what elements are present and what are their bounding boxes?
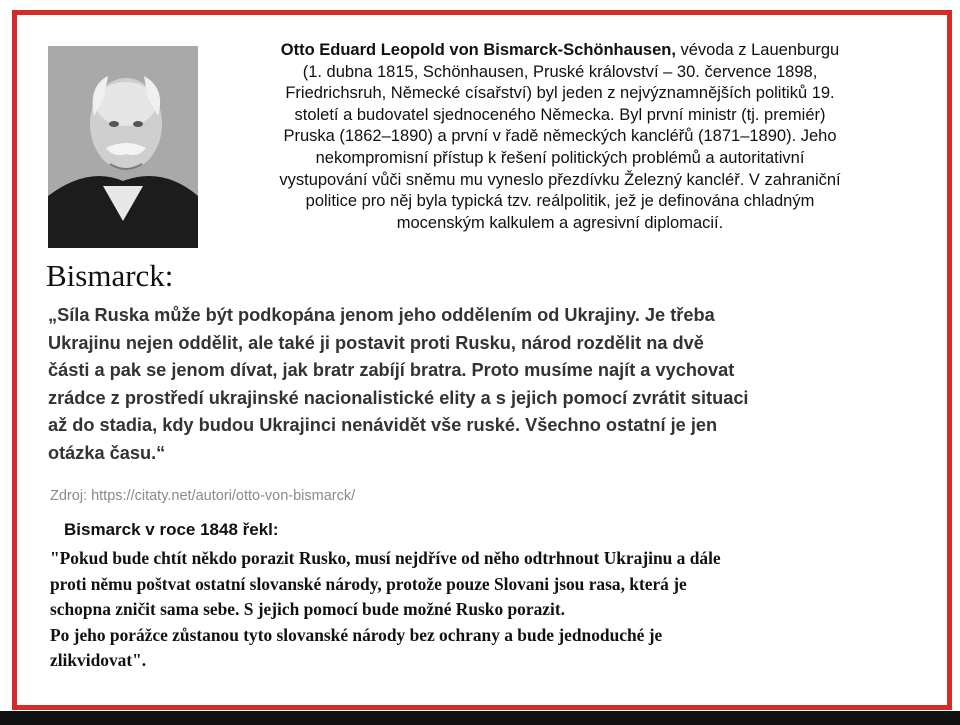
subheading-1848: Bismarck v roce 1848 řekl: (64, 520, 279, 539)
quote1-line-2: Ukrajinu nejen oddělit, ale také ji postavit proti Rusku, národ rozdělit na dvě (48, 332, 704, 353)
quote2-line-1: "Pokud bude chtít někdo porazit Rusko, musí nejdříve od něho odtrhnout Ukrajinu a dále (50, 548, 721, 568)
bio-line-9: mocenským kalkulem a agresivní diplomacií. (396, 213, 724, 232)
bio-line-7: vystupování vůči sněmu mu vyneslo přezdívku Železný kancléř. V zahraniční (279, 170, 841, 189)
bio-line-5: Pruska (1862–1890) a první v řadě německých kancléřů (1871–1890). Jeho (283, 127, 837, 146)
quote1-line-4: zrádce z prostředí ukrajinské nacionalistické elity a s jejich pomocí zvrátit situaci (48, 387, 749, 408)
quote-1848 (50, 546, 935, 674)
quote2-line-5: zlikvidovat". (50, 650, 147, 670)
bismarck-heading: Bismarck: (46, 258, 174, 293)
quote2-line-2: proti němu poštvat ostatní slovanské národy, protože pouze Slovani jsou rasa, která je (50, 573, 687, 594)
quote1-line-6: otázka času.“ (48, 442, 166, 463)
source-link: Zdroj: https://citaty.net/autori/otto-von-bismarck/ (50, 488, 356, 504)
bottom-dark-bar (0, 711, 960, 725)
quote1-line-5: až do stadia, kdy budou Ukrajinci nenávidět vše ruské. Všechno ostatní je jen (48, 415, 718, 435)
bio-line-2: (1. dubna 1815, Schönhausen, Pruské království – 30. července 1898, (302, 62, 818, 81)
portrait-image (48, 46, 198, 248)
bio-line-1: vévoda z Lauenburgu (675, 41, 840, 59)
bio-line-3: Friedrichsruh, Německé císařství) byl jeden z nejvýznamnějších politiků 19. (285, 84, 835, 103)
quote2-line-4: Po jeho porážce zůstanou tyto slovanské národy bez ochrany a bude jednoduché je (50, 624, 663, 645)
bio-name: Otto Eduard Leopold von Bismarck-Schönhausen, (280, 41, 676, 59)
quote2-line-3: schopna zničit sama sebe. S jejich pomocí bude možné Rusko porazit. (50, 599, 565, 619)
bismarck-portrait (48, 46, 198, 248)
quote1-line-3: části a pak se jenom dívat, jak bratr zabíjí bratra. Proto musíme najít a vychovat (48, 360, 735, 380)
quote1-line-1: „Síla Ruska může být podkopána jenom jeho oddělením od Ukrajiny. Je třeba (48, 305, 715, 325)
biography-text (200, 40, 920, 234)
quote-ukraine (48, 302, 928, 467)
bio-line-8: politice pro něj byla typická tzv. reálpolitik, jež je definována chladným (305, 192, 815, 211)
bio-line-6: nekompromisní přístup k řešení politických problémů a autoritativní (315, 148, 805, 167)
bio-line-4: století a budovatel sjednoceného Německa. Byl první ministr (tj. premiér) (294, 105, 826, 124)
